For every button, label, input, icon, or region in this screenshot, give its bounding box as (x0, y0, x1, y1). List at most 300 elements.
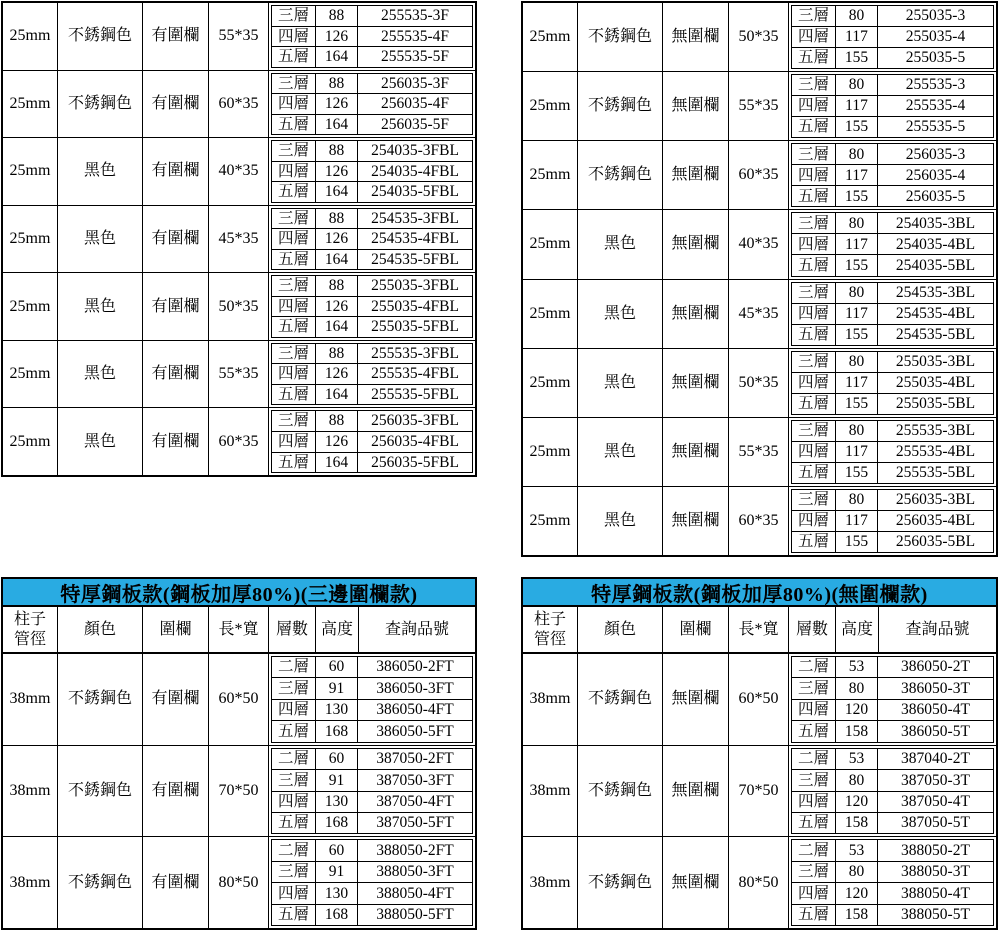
tier-table (791, 748, 994, 835)
height-cell: 88 (316, 276, 358, 296)
tier-row (272, 47, 472, 67)
tier-row (272, 657, 472, 678)
layer-cell: 四層 (792, 511, 836, 531)
fence-cell: 無圍欄 (663, 3, 729, 71)
height-cell: 120 (836, 792, 878, 812)
color-cell: 黑色 (578, 418, 663, 486)
layer-cell: 五層 (792, 48, 836, 68)
layer-cell: 四層 (272, 432, 316, 452)
pipe-diameter-cell: 25mm (3, 3, 58, 70)
product-row-group (523, 349, 996, 418)
tier-row (792, 862, 993, 883)
layer-cell: 二層 (792, 749, 836, 769)
tier-table (271, 275, 473, 338)
layer-cell: 三層 (792, 283, 836, 303)
tier-area (269, 341, 475, 408)
height-cell: 126 (316, 162, 358, 182)
fence-cell: 無圍欄 (663, 280, 729, 348)
product-code-cell: 386050-4T (901, 701, 970, 719)
height-cell: 80 (836, 862, 878, 882)
layer-cell: 四層 (272, 297, 316, 317)
height-cell: 88 (316, 6, 358, 26)
height-cell: 130 (316, 883, 358, 903)
product-code-cell: 388050-4FT (376, 884, 454, 902)
color-cell: 不銹鋼色 (578, 3, 663, 71)
height-cell: 117 (836, 27, 878, 47)
pipe-diameter-cell: 25mm (523, 280, 578, 348)
tier-row (792, 352, 993, 373)
product-code-cell: 255535-4BL (895, 443, 976, 461)
tier-row (792, 840, 993, 861)
dims-cell: 50*35 (209, 273, 269, 340)
layer-cell: 五層 (272, 813, 316, 833)
tier-table (271, 748, 473, 835)
pipe-diameter-cell: 25mm (3, 341, 58, 408)
layer-cell: 五層 (792, 186, 836, 206)
product-row-group (3, 138, 475, 206)
tier-row (792, 421, 993, 442)
product-code-cell: 386050-5FT (376, 722, 454, 740)
height-cell: 164 (316, 182, 358, 202)
height-cell: 155 (836, 255, 878, 275)
product-code-cell: 255535-3F (380, 7, 450, 25)
tier-area (269, 408, 475, 475)
tier-table (791, 839, 994, 926)
height-cell: 126 (316, 432, 358, 452)
tier-area (269, 837, 475, 928)
header-cell-height: 高度 (836, 607, 879, 652)
product-code-cell: 255035-5FBL (371, 318, 459, 336)
fence-cell: 有圍欄 (143, 273, 209, 340)
layer-cell: 三層 (792, 6, 836, 26)
tier-row (792, 373, 993, 394)
table-bottom-left-38mm-fenced (1, 577, 477, 930)
height-cell: 164 (316, 115, 358, 135)
tier-area (789, 280, 996, 348)
product-code-cell: 255535-5FBL (371, 385, 459, 403)
tier-area (269, 3, 475, 70)
layer-cell: 四層 (272, 162, 316, 182)
fence-cell: 有圍欄 (143, 71, 209, 138)
height-cell: 168 (316, 813, 358, 833)
product-code-cell: 255535-5F (380, 48, 450, 66)
layer-cell: 三層 (272, 770, 316, 790)
tier-row (792, 186, 993, 206)
product-code-cell: 386050-4FT (376, 701, 454, 719)
layer-cell: 三層 (792, 75, 836, 95)
tier-row (792, 27, 993, 48)
layer-cell: 四層 (792, 700, 836, 720)
pipe-diameter-cell: 25mm (523, 72, 578, 140)
product-row-group (3, 837, 475, 928)
tier-table (791, 656, 994, 743)
tier-row (272, 905, 472, 925)
tier-area (789, 349, 996, 417)
layer-cell: 四層 (792, 883, 836, 903)
height-cell: 158 (836, 905, 878, 925)
tier-row (272, 74, 472, 95)
product-row-group (523, 280, 996, 349)
product-code-cell: 254035-3FBL (371, 142, 459, 160)
product-code-cell: 387050-3FT (376, 771, 454, 789)
color-cell: 黑色 (58, 273, 143, 340)
height-cell: 155 (836, 394, 878, 414)
pipe-diameter-cell: 38mm (523, 837, 578, 928)
product-code-cell: 388050-3FT (376, 863, 454, 881)
header-cell-dims: 長*寬 (209, 607, 269, 652)
color-cell: 不銹鋼色 (578, 746, 663, 837)
tier-row (272, 453, 472, 473)
height-cell: 164 (316, 453, 358, 473)
table-body (3, 3, 475, 475)
dims-cell: 55*35 (209, 3, 269, 70)
dims-cell: 80*50 (209, 837, 269, 928)
tier-row (272, 883, 472, 904)
tier-area (269, 138, 475, 205)
tier-row (792, 721, 993, 741)
height-cell: 120 (836, 700, 878, 720)
tier-row (792, 165, 993, 186)
height-cell: 80 (836, 6, 878, 26)
tier-row (792, 813, 993, 833)
product-code-cell: 256035-5 (905, 187, 966, 205)
tier-row (272, 721, 472, 741)
layer-cell: 三層 (792, 490, 836, 510)
layer-cell: 四層 (792, 234, 836, 254)
product-code-cell: 255035-3FBL (371, 277, 459, 295)
tier-area (269, 206, 475, 273)
layer-cell: 二層 (272, 657, 316, 677)
height-cell: 117 (836, 442, 878, 462)
tier-row (792, 117, 993, 137)
product-code-cell: 254535-4FBL (371, 230, 459, 248)
color-cell: 黑色 (58, 341, 143, 408)
tier-area (789, 837, 996, 928)
header-cell-code: 查詢品號 (905, 620, 970, 638)
table-title: 特厚鋼板款(鋼板加厚80%)(三邊圍欄款) (3, 579, 475, 607)
layer-cell: 五層 (792, 394, 836, 414)
tier-row (792, 463, 993, 483)
product-code-cell: 256035-4F (380, 95, 450, 113)
product-row-group (3, 654, 475, 746)
header-pillar-line2: 管徑 (533, 630, 566, 648)
layer-cell: 五層 (272, 905, 316, 925)
product-code-cell: 255035-3BL (895, 352, 976, 370)
layer-cell: 三層 (272, 411, 316, 431)
product-code-cell: 386050-2FT (376, 658, 454, 676)
fence-cell: 有圍欄 (143, 3, 209, 70)
layer-cell: 四層 (792, 373, 836, 393)
product-code-cell: 254035-5BL (895, 256, 976, 274)
product-code-cell: 256035-5BL (895, 533, 976, 551)
dims-cell: 60*50 (209, 654, 269, 745)
product-code-cell: 256035-5F (380, 115, 450, 133)
table-body (523, 3, 996, 555)
product-row-group (523, 210, 996, 279)
tier-row (272, 6, 472, 27)
product-code-cell: 254535-4BL (895, 304, 976, 322)
layer-cell: 三層 (272, 141, 316, 161)
height-cell: 91 (316, 678, 358, 698)
height-cell: 53 (836, 749, 878, 769)
product-code-cell: 255035-4FBL (371, 297, 459, 315)
height-cell: 80 (836, 75, 878, 95)
pipe-diameter-cell: 25mm (523, 210, 578, 278)
fence-cell: 無圍欄 (663, 837, 729, 928)
height-cell: 80 (836, 421, 878, 441)
layer-cell: 三層 (272, 678, 316, 698)
header-cell-layers: 層數 (789, 607, 836, 652)
tier-row (272, 678, 472, 699)
tier-row (272, 276, 472, 297)
layer-cell: 五層 (272, 250, 316, 270)
layer-cell: 四層 (792, 304, 836, 324)
color-cell: 不銹鋼色 (578, 141, 663, 209)
height-cell: 130 (316, 792, 358, 812)
product-code-cell: 255535-3FBL (371, 344, 459, 362)
product-row-group (523, 72, 996, 141)
product-row-group (523, 746, 996, 838)
height-cell: 91 (316, 862, 358, 882)
height-cell: 60 (316, 749, 358, 769)
tier-row (272, 250, 472, 270)
product-row-group (3, 746, 475, 838)
product-code-cell: 256035-4FBL (371, 433, 459, 451)
table-title: 特厚鋼板款(鋼板加厚80%)(無圍欄款) (523, 579, 996, 607)
layer-cell: 四層 (272, 27, 316, 47)
tier-area (269, 746, 475, 837)
tier-table (791, 212, 994, 276)
pipe-diameter-cell: 25mm (523, 141, 578, 209)
color-cell: 不銹鋼色 (58, 837, 143, 928)
tier-row (792, 490, 993, 511)
layer-cell: 三層 (792, 144, 836, 164)
height-cell: 88 (316, 411, 358, 431)
fence-cell: 無圍欄 (663, 210, 729, 278)
product-code-cell: 388050-3T (901, 863, 970, 881)
pipe-diameter-cell: 25mm (523, 3, 578, 71)
layer-cell: 三層 (792, 213, 836, 233)
product-code-cell: 255035-4 (905, 28, 966, 46)
product-code-cell: 255535-5BL (895, 464, 976, 482)
tier-row (792, 905, 993, 925)
height-cell: 88 (316, 74, 358, 94)
tier-row (272, 27, 472, 48)
tier-row (792, 48, 993, 68)
header-cell-color: 顏色 (578, 607, 663, 652)
tier-row (792, 883, 993, 904)
tier-row (792, 213, 993, 234)
layer-cell: 四層 (272, 792, 316, 812)
column-header-row (523, 607, 996, 654)
product-row-group (523, 141, 996, 210)
header-pillar-line1: 柱子 (533, 610, 566, 628)
product-code-cell: 255535-4F (380, 27, 450, 45)
layer-cell: 三層 (792, 421, 836, 441)
layer-cell: 五層 (272, 385, 316, 405)
table-bottom-right-38mm-unfenced (521, 577, 998, 930)
tier-row (272, 749, 472, 770)
pipe-diameter-cell: 25mm (3, 408, 58, 475)
layer-cell: 五層 (272, 317, 316, 337)
tier-table (271, 410, 473, 473)
pipe-diameter-cell: 38mm (523, 746, 578, 837)
tier-area (789, 654, 996, 745)
tier-row (792, 325, 993, 345)
height-cell: 80 (836, 144, 878, 164)
product-code-cell: 387050-5FT (376, 814, 454, 832)
height-cell: 120 (836, 883, 878, 903)
product-code-cell: 254035-3BL (895, 214, 976, 232)
header-cell-fence: 圍欄 (663, 607, 729, 652)
layer-cell: 二層 (792, 840, 836, 860)
product-code-cell: 256035-3F (380, 74, 450, 92)
pipe-diameter-cell: 25mm (3, 71, 58, 138)
layer-cell: 三層 (792, 770, 836, 790)
dims-cell: 60*35 (729, 141, 789, 209)
tier-row (272, 364, 472, 385)
product-row-group (3, 3, 475, 71)
layer-cell: 二層 (792, 657, 836, 677)
color-cell: 黑色 (58, 408, 143, 475)
tier-table (271, 5, 473, 68)
product-code-cell: 254035-5FBL (371, 183, 459, 201)
pipe-diameter-cell: 25mm (523, 487, 578, 555)
height-cell: 164 (316, 317, 358, 337)
tier-row (792, 6, 993, 27)
height-cell: 88 (316, 344, 358, 364)
layer-cell: 五層 (792, 325, 836, 345)
height-cell: 117 (836, 96, 878, 116)
product-code-cell: 387040-2T (901, 750, 970, 768)
height-cell: 80 (836, 352, 878, 372)
height-cell: 164 (316, 250, 358, 270)
tier-row (272, 770, 472, 791)
height-cell: 164 (316, 385, 358, 405)
tier-row (272, 115, 472, 135)
pipe-diameter-cell: 38mm (3, 837, 58, 928)
product-row-group (3, 71, 475, 139)
height-cell: 158 (836, 813, 878, 833)
tier-area (269, 273, 475, 340)
product-code-cell: 254035-4BL (895, 235, 976, 253)
tier-row (792, 394, 993, 414)
product-code-cell: 256035-3 (905, 145, 966, 163)
color-cell: 不銹鋼色 (578, 654, 663, 745)
tier-row (272, 94, 472, 115)
product-code-cell: 386050-3T (901, 679, 970, 697)
tier-row (272, 344, 472, 365)
product-code-cell: 388050-5FT (376, 906, 454, 924)
layer-cell: 四層 (792, 792, 836, 812)
product-code-cell: 254035-4FBL (371, 162, 459, 180)
height-cell: 155 (836, 532, 878, 552)
layer-cell: 四層 (272, 883, 316, 903)
tier-area (789, 3, 996, 71)
height-cell: 126 (316, 297, 358, 317)
header-cell-pillar-diameter (523, 607, 578, 652)
dims-cell: 50*35 (729, 3, 789, 71)
fence-cell: 有圍欄 (143, 138, 209, 205)
height-cell: 117 (836, 165, 878, 185)
tier-table (271, 140, 473, 203)
header-pillar-line1: 柱子 (13, 610, 46, 628)
layer-cell: 四層 (792, 442, 836, 462)
height-cell: 91 (316, 770, 358, 790)
tier-table (791, 420, 994, 484)
layer-cell: 四層 (272, 229, 316, 249)
header-cell-pillar-diameter (3, 607, 58, 652)
tier-row (792, 283, 993, 304)
product-code-cell: 388050-2FT (376, 841, 454, 859)
product-code-cell: 386050-5T (901, 722, 970, 740)
height-cell: 158 (836, 721, 878, 741)
tier-row (272, 432, 472, 453)
dims-cell: 50*35 (729, 349, 789, 417)
tier-row (792, 255, 993, 275)
product-code-cell: 254535-5FBL (371, 250, 459, 268)
layer-cell: 三層 (272, 276, 316, 296)
dims-cell: 60*50 (729, 654, 789, 745)
product-row-group (3, 408, 475, 475)
fence-cell: 有圍欄 (143, 341, 209, 408)
tier-area (269, 71, 475, 138)
header-pillar-line2: 管徑 (13, 630, 46, 648)
product-row-group (3, 206, 475, 274)
height-cell: 155 (836, 325, 878, 345)
layer-cell: 四層 (792, 27, 836, 47)
height-cell: 88 (316, 141, 358, 161)
fence-cell: 有圍欄 (143, 206, 209, 273)
height-cell: 126 (316, 27, 358, 47)
tier-row (792, 657, 993, 678)
pipe-diameter-cell: 25mm (523, 349, 578, 417)
height-cell: 80 (836, 678, 878, 698)
product-code-cell: 255035-4BL (895, 373, 976, 391)
color-cell: 黑色 (578, 349, 663, 417)
layer-cell: 五層 (792, 905, 836, 925)
product-row-group (523, 487, 996, 555)
height-cell: 53 (836, 840, 878, 860)
tier-row (792, 749, 993, 770)
product-code-cell: 388050-5T (901, 906, 970, 924)
tier-row (792, 770, 993, 791)
pipe-diameter-cell: 38mm (523, 654, 578, 745)
dims-cell: 55*35 (729, 418, 789, 486)
layer-cell: 三層 (272, 862, 316, 882)
layer-cell: 五層 (272, 182, 316, 202)
dims-cell: 45*35 (209, 206, 269, 273)
header-cell-layers: 層數 (269, 607, 316, 652)
layer-cell: 三層 (272, 74, 316, 94)
table-body (523, 654, 996, 928)
layer-cell: 三層 (792, 352, 836, 372)
layer-cell: 四層 (272, 700, 316, 720)
dims-cell: 70*50 (209, 746, 269, 837)
dims-cell: 80*50 (729, 837, 789, 928)
header-cell-code: 查詢品號 (384, 620, 449, 638)
color-cell: 黑色 (58, 138, 143, 205)
product-code-cell: 386050-3FT (376, 679, 454, 697)
product-code-cell: 255535-5 (905, 118, 966, 136)
color-cell: 黑色 (578, 487, 663, 555)
layer-cell: 三層 (272, 344, 316, 364)
tier-area (789, 72, 996, 140)
layer-cell: 五層 (792, 117, 836, 137)
dims-cell: 70*50 (729, 746, 789, 837)
fence-cell: 有圍欄 (143, 408, 209, 475)
tier-table (791, 5, 994, 69)
